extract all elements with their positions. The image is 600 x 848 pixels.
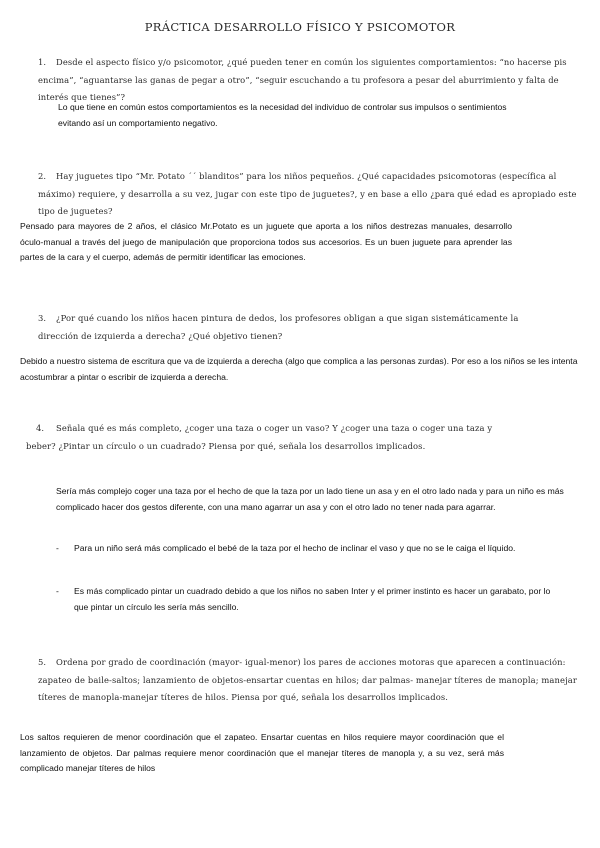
- question-1: [38, 54, 578, 107]
- question-number: 1.: [38, 57, 47, 67]
- question-text: Señala qué es más completo, ¿coger una taza o coger un vaso? Y ¿coger una taza o coger una taza y beber? ¿Pintar un círculo o un cuadrado? Piensa por qué, señala los desarrollos implicados.: [26, 423, 493, 451]
- question-number: 3.: [38, 313, 47, 323]
- question-3: [38, 310, 538, 345]
- answer-1: Lo que tiene en común estos comportamientos es la necesidad del individuo de controlar sus impulsos o sentimientos evitando así un comportamiento negativo.: [58, 102, 507, 128]
- question-text: ¿Por qué cuando los niños hacen pintura de dedos, los profesores obligan a que sigan sistemáticamente la dirección de izquierda a derecha? ¿Qué objetivo tienen?: [38, 313, 519, 341]
- question-number: 4.: [36, 423, 45, 433]
- bullet-dash: -: [56, 586, 59, 596]
- question-text: Ordena por grado de coordinación (mayor- igual-menor) los pares de acciones motoras que aparecen a continuación: zapateo de baile-saltos; lanzamiento de objetos-ensartar cuentas en hilos; dar palmas- manejar títeres de manopla; manejar títeres de manopla-manejar títeres de hilos. Piensa por qué, señala los desarrollos implicados.: [38, 657, 577, 702]
- answer-4: Sería más complejo coger una taza por el hecho de que la taza por un lado tiene un asa y en el otro lado nada y para un niño es más complicado hacer dos gestos diferente, con una mano agarrar un asa y con el otro lado no tener nada para agarrar.: [56, 486, 564, 512]
- answer-4-bullet-1: [56, 541, 556, 557]
- question-5: [38, 654, 578, 707]
- question-text: Desde el aspecto físico y/o psicomotor, ¿qué pueden tener en común los siguientes comportamientos: “no hacerse pis encima”, “aguantarse las ganas de pegar a otro”, “seguir escuchando a tu profesora a pesar del aburrimiento y falta de interés que tienes”?: [38, 57, 567, 102]
- answer-5: Los saltos requieren de menor coordinación que el zapateo. Ensartar cuentas en hilos requiere mayor coordinación que el lanzamiento de objetos. Dar palmas requiere menor coordinación que el manejar títeres de manopla y, a su vez, será más complicado manejar títeres de hilos: [20, 732, 504, 773]
- question-text: Hay juguetes tipo “Mr. Potato ´´ blanditos” para los niños pequeños. ¿Qué capacidades psicomotoras (específica al máximo) requiere, y desarrolla a su vez, jugar con este tipo de juguetes?, y en base a ello ¿para qué edad es apropiado este tipo de juguetes?: [38, 171, 577, 216]
- question-4: [26, 420, 496, 455]
- answer-3: Debido a nuestro sistema de escritura que va de izquierda a derecha (algo que complica a las personas zurdas). Por eso a los niños se les intenta acostumbrar a pintar o escribir de izquierda a derecha.: [20, 356, 578, 382]
- question-number: 2.: [38, 171, 47, 181]
- answer-2: Pensado para mayores de 2 años, el clásico Mr.Potato es un juguete que aporta a los niños destrezas manuales, desarrollo óculo-manual a través del juego de manipulación que proporciona todos sus accesorios. Es un buen juguete para aprender las partes de la cara y el cuerpo, además de permitir identificar las emociones.: [20, 221, 512, 262]
- document-title: PRÁCTICA DESARROLLO FÍSICO Y PSICOMOTOR: [144, 20, 456, 34]
- question-number: 5.: [38, 657, 47, 667]
- bullet-text: Para un niño será más complicado el bebé de la taza por el hecho de inclinar el vaso y que no se le caiga el líquido.: [74, 543, 516, 553]
- answer-4-bullet-2: [56, 584, 556, 615]
- bullet-dash: -: [56, 543, 59, 553]
- question-2: [38, 168, 578, 221]
- bullet-text: Es más complicado pintar un cuadrado debido a que los niños no saben Inter y el primer instinto es hacer un garabato, por lo que pintar un círculo les sería más sencillo.: [74, 586, 551, 612]
